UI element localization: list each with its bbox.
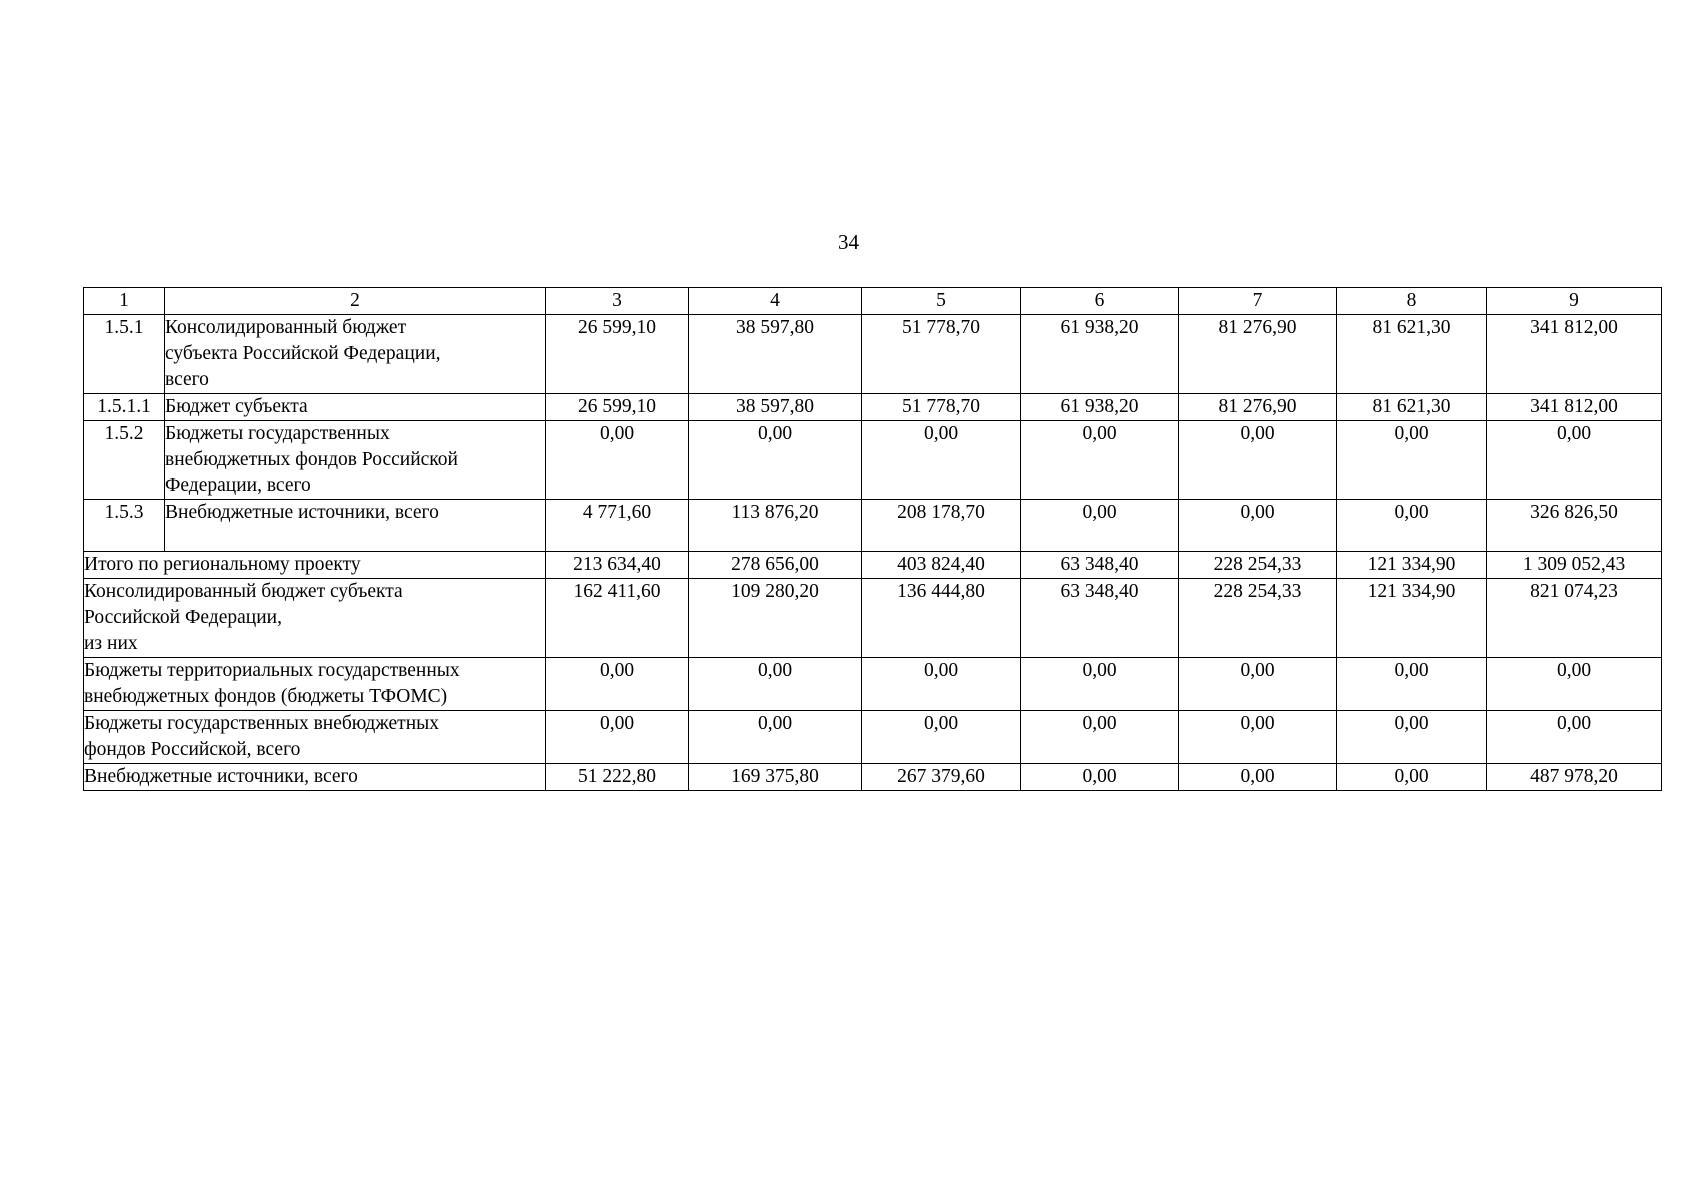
value-cell: 0,00 [1021, 500, 1179, 552]
value-cell: 0,00 [862, 421, 1021, 500]
value-cell: 0,00 [1487, 711, 1662, 764]
row-number: 1.5.2 [84, 421, 165, 500]
value-cell: 63 348,40 [1021, 579, 1179, 658]
value-cell: 213 634,40 [546, 552, 689, 579]
value-cell: 341 812,00 [1487, 394, 1662, 421]
value-cell: 0,00 [689, 421, 862, 500]
row-name: Консолидированный бюджет субъекта Российской Федерации, всего [165, 315, 546, 394]
value-cell: 81 276,90 [1179, 315, 1337, 394]
value-cell: 61 938,20 [1021, 394, 1179, 421]
header-cell: 1 [84, 288, 165, 315]
value-cell: 228 254,33 [1179, 579, 1337, 658]
value-cell: 4 771,60 [546, 500, 689, 552]
value-cell: 0,00 [1179, 658, 1337, 711]
value-cell: 0,00 [1337, 764, 1487, 791]
table-row [84, 394, 1662, 421]
value-cell: 0,00 [689, 711, 862, 764]
total-row-name: Бюджеты государственных внебюджетных фондов Российской, всего [84, 711, 546, 764]
value-cell: 403 824,40 [862, 552, 1021, 579]
value-cell: 0,00 [1179, 500, 1337, 552]
header-cell: 8 [1337, 288, 1487, 315]
header-cell: 2 [165, 288, 546, 315]
page-number: 34 [838, 230, 859, 254]
header-cell: 5 [862, 288, 1021, 315]
value-cell: 1 309 052,43 [1487, 552, 1662, 579]
table-row [84, 315, 1662, 394]
value-cell: 821 074,23 [1487, 579, 1662, 658]
value-cell: 81 621,30 [1337, 315, 1487, 394]
value-cell: 0,00 [1487, 421, 1662, 500]
total-row-name: Внебюджетные источники, всего [84, 764, 546, 791]
value-cell: 0,00 [546, 658, 689, 711]
table-row [84, 421, 1662, 500]
value-cell: 136 444,80 [862, 579, 1021, 658]
value-cell: 0,00 [1179, 711, 1337, 764]
value-cell: 0,00 [1021, 711, 1179, 764]
total-row [84, 711, 1662, 764]
budget-table [83, 287, 1662, 791]
value-cell: 169 375,80 [689, 764, 862, 791]
value-cell: 0,00 [1179, 421, 1337, 500]
total-row [84, 658, 1662, 711]
header-cell: 7 [1179, 288, 1337, 315]
value-cell: 38 597,80 [689, 315, 862, 394]
value-cell: 0,00 [546, 711, 689, 764]
value-cell: 0,00 [1179, 764, 1337, 791]
total-row-name: Итого по региональному проекту [84, 552, 546, 579]
value-cell: 121 334,90 [1337, 579, 1487, 658]
value-cell: 0,00 [1487, 658, 1662, 711]
value-cell: 61 938,20 [1021, 315, 1179, 394]
table-row [84, 500, 1662, 552]
row-number: 1.5.1.1 [84, 394, 165, 421]
row-number: 1.5.3 [84, 500, 165, 552]
header-cell: 6 [1021, 288, 1179, 315]
value-cell: 326 826,50 [1487, 500, 1662, 552]
value-cell: 0,00 [546, 421, 689, 500]
value-cell: 341 812,00 [1487, 315, 1662, 394]
value-cell: 0,00 [689, 658, 862, 711]
value-cell: 38 597,80 [689, 394, 862, 421]
row-name: Бюджет субъекта [165, 394, 546, 421]
header-cell: 4 [689, 288, 862, 315]
row-name: Внебюджетные источники, всего [165, 500, 546, 552]
total-row [84, 552, 1662, 579]
header-cell: 3 [546, 288, 689, 315]
value-cell: 81 276,90 [1179, 394, 1337, 421]
value-cell: 208 178,70 [862, 500, 1021, 552]
row-name: Бюджеты государственных внебюджетных фондов Российской Федерации, всего [165, 421, 546, 500]
value-cell: 487 978,20 [1487, 764, 1662, 791]
value-cell: 51 778,70 [862, 394, 1021, 421]
value-cell: 0,00 [1021, 764, 1179, 791]
total-row-name: Консолидированный бюджет субъекта Российской Федерации, из них [84, 579, 546, 658]
value-cell: 0,00 [862, 658, 1021, 711]
row-number: 1.5.1 [84, 315, 165, 394]
value-cell: 81 621,30 [1337, 394, 1487, 421]
value-cell: 0,00 [1021, 421, 1179, 500]
value-cell: 109 280,20 [689, 579, 862, 658]
value-cell: 51 778,70 [862, 315, 1021, 394]
value-cell: 113 876,20 [689, 500, 862, 552]
header-cell: 9 [1487, 288, 1662, 315]
value-cell: 267 379,60 [862, 764, 1021, 791]
value-cell: 51 222,80 [546, 764, 689, 791]
value-cell: 63 348,40 [1021, 552, 1179, 579]
value-cell: 0,00 [1021, 658, 1179, 711]
value-cell: 0,00 [1337, 421, 1487, 500]
value-cell: 26 599,10 [546, 394, 689, 421]
value-cell: 0,00 [862, 711, 1021, 764]
value-cell: 26 599,10 [546, 315, 689, 394]
total-row [84, 579, 1662, 658]
value-cell: 278 656,00 [689, 552, 862, 579]
value-cell: 228 254,33 [1179, 552, 1337, 579]
value-cell: 0,00 [1337, 711, 1487, 764]
table-header-row [84, 288, 1662, 315]
total-row-name: Бюджеты территориальных государственных внебюджетных фондов (бюджеты ТФОМС) [84, 658, 546, 711]
value-cell: 0,00 [1337, 658, 1487, 711]
value-cell: 0,00 [1337, 500, 1487, 552]
value-cell: 121 334,90 [1337, 552, 1487, 579]
value-cell: 162 411,60 [546, 579, 689, 658]
total-row [84, 764, 1662, 791]
